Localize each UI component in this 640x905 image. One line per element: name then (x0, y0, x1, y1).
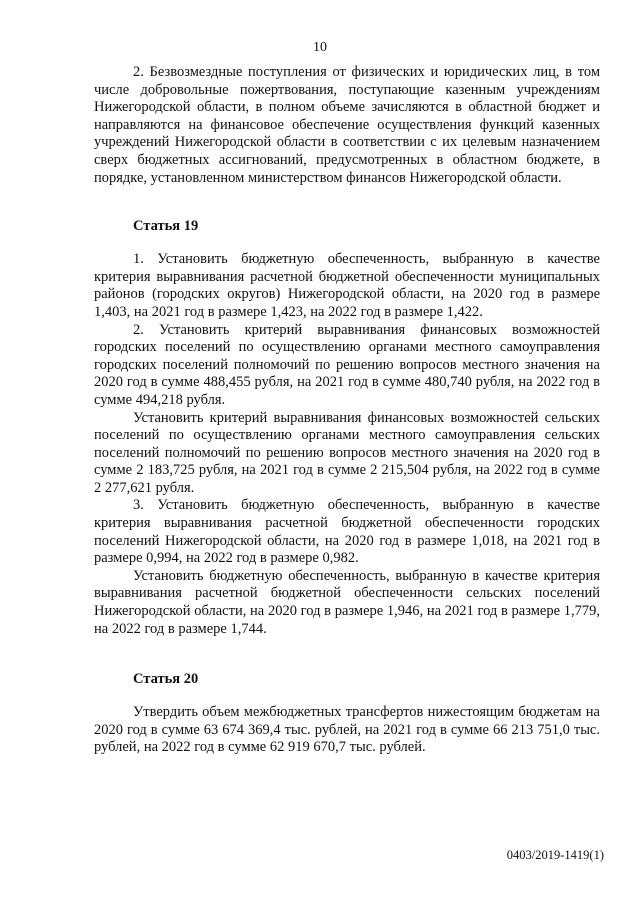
article-20-paragraph-1: Утвердить объем межбюджетных трансфертов нижестоящим бюджетам на 2020 год в сумме 63 674 369,4 тыс. рублей, на 2021 год в сумме 66 213 751,0 тыс. рублей, на 2022 год в сумме 62 919 670,7 тыс. рублей. (94, 704, 600, 756)
article-19-paragraph-2: 2. Установить критерий выравнивания финансовых возможностей городских поселений по осуществлению органами местного самоуправления городских поселений полномочий по решению вопросов местного значения на 2020 год в сумме 488,455 рубля, на 2021 год в сумме 480,740 рубля, на 2022 год в сумме 494,218 рубля. (94, 321, 600, 408)
document-body (94, 64, 600, 757)
article-19-heading: Статья 19 (133, 218, 199, 235)
article-20-heading: Статья 20 (133, 671, 199, 688)
article-19-paragraph-4: 3. Установить бюджетную обеспеченность, выбранную в качестве критерия выравнивания расчетной бюджетной обеспеченности городских поселений Нижегородской области, на 2020 год в размере 1,018, на 2021 год в размере 0,994, на 2022 год в размере 0,982. (94, 497, 600, 567)
article-19-paragraph-3: Установить критерий выравнивания финансовых возможностей сельских поселений по осуществлению органами местного самоуправления сельских поселений полномочий по решению вопросов местного значения на 2020 год в сумме 2 183,725 рубля, на 2021 год в сумме 2 215,504 рубля, на 2022 год в сумме 2 277,621 рубля. (94, 409, 600, 496)
article-19-paragraph-5: Установить бюджетную обеспеченность, выбранную в качестве критерия выравнивания расчетной бюджетной обеспеченности сельских поселений Нижегородской области, на 2020 год в размере 1,946, на 2021 год в размере 1,779, на 2022 год в размере 1,744. (94, 567, 600, 637)
paragraph-budget-donations: 2. Безвозмездные поступления от физических и юридических лиц, в том числе добровольные пожертвования, поступающие казенным учреждениям Нижегородской области, в полном объеме зачисляются в областной бюджет и направляются на финансовое обеспечение осуществления функций казенных учреждений Нижегородской области в соответствии с их целевым назначением сверх бюджетных ассигнований, предусмотренных в областном бюджете, в порядке, установленном министерством финансов Нижегородской области. (94, 64, 600, 186)
article-19-paragraph-1: 1. Установить бюджетную обеспеченность, выбранную в качестве критерия выравнивания расчетной бюджетной обеспеченности муниципальных районов (городских округов) Нижегородской области, на 2020 год в размере 1,403, на 2021 год в размере 1,423, на 2022 год в размере 1,422. (94, 251, 600, 320)
page-number: 10 (313, 40, 327, 55)
document-code: 0403/2019-1419(1) (506, 848, 604, 862)
